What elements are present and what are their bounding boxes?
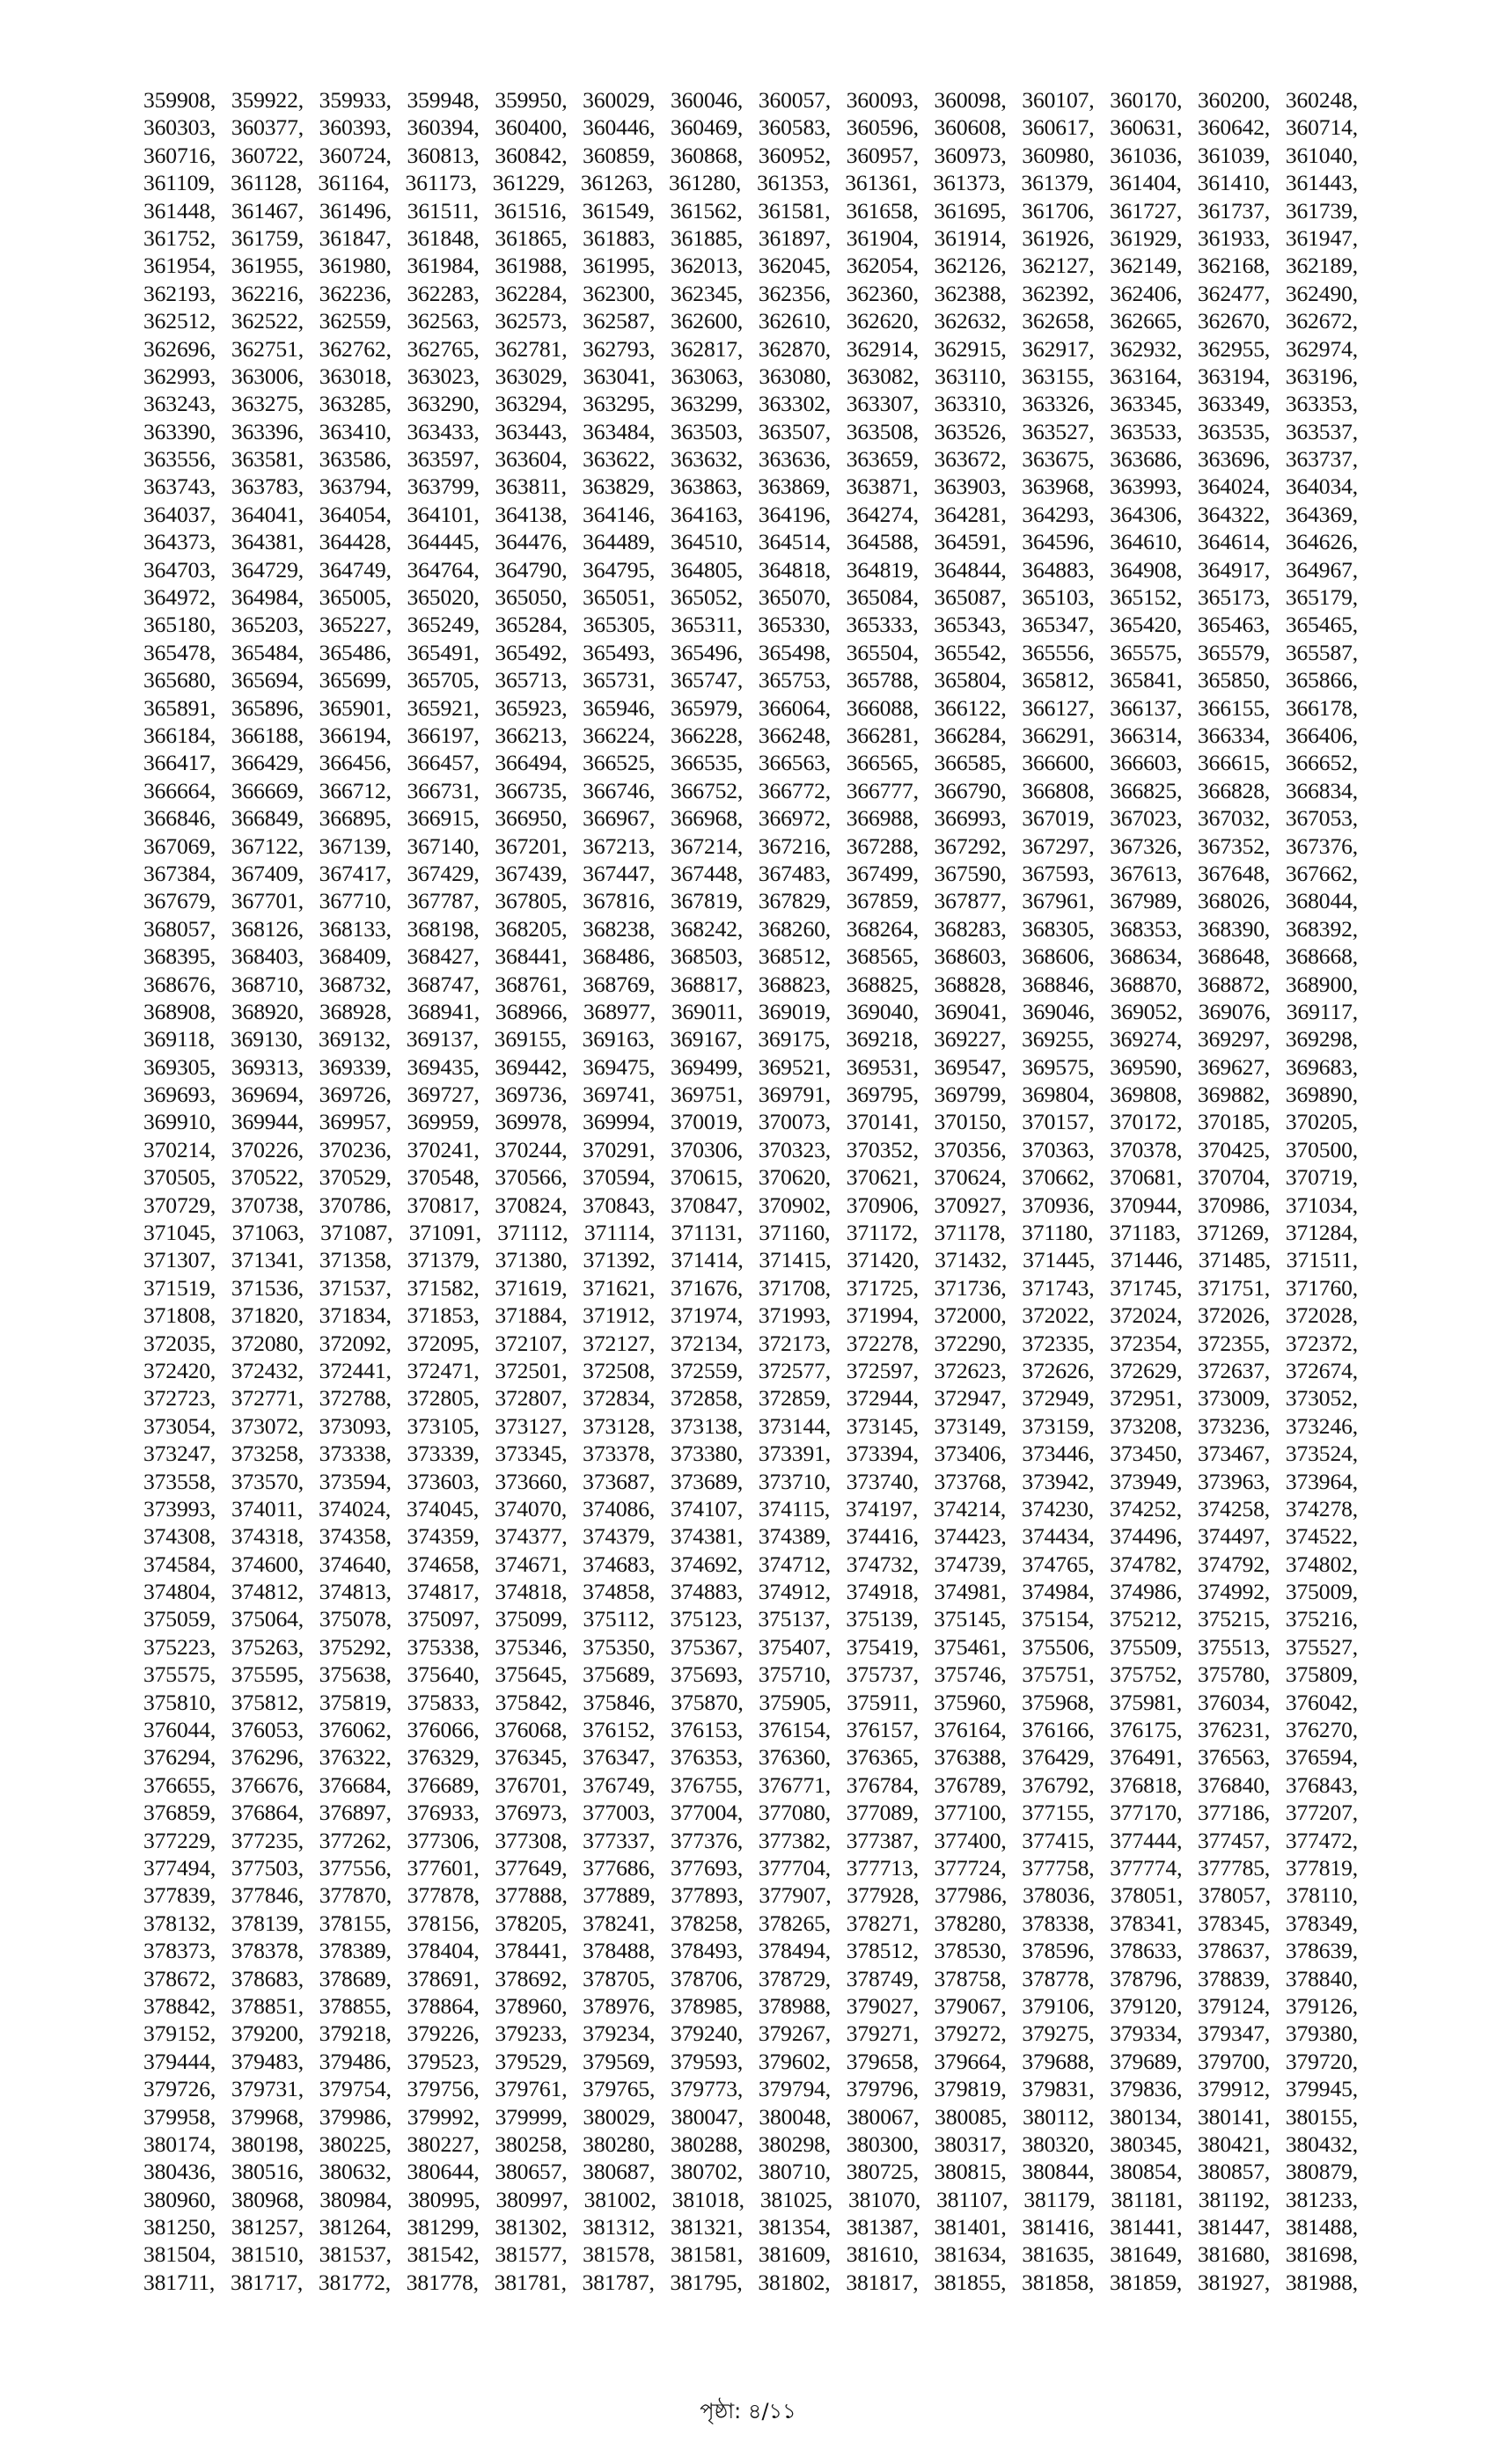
- number-line: 362193, 362216, 362236, 362283, 362284, 362300, 362345, 362356, 362360, 362388, 362392, 362406, 362477, 362490,: [143, 280, 1358, 306]
- number-line: 368057, 368126, 368133, 368198, 368205, 368238, 368242, 368260, 368264, 368283, 368305, 368353, 368390, 368392,: [143, 915, 1358, 942]
- number-line: 375059, 375064, 375078, 375097, 375099, 375112, 375123, 375137, 375139, 375145, 375154, 375212, 375215, 375216,: [143, 1606, 1358, 1632]
- number-line: 372723, 372771, 372788, 372805, 372807, 372834, 372858, 372859, 372944, 372947, 372949, 372951, 373009, 373052,: [143, 1385, 1358, 1412]
- number-line: 371519, 371536, 371537, 371582, 371619, 371621, 371676, 371708, 371725, 371736, 371743, 371745, 371751, 371760,: [143, 1274, 1358, 1301]
- number-line: 366417, 366429, 366456, 366457, 366494, 366525, 366535, 366563, 366565, 366585, 366600, 366603, 366615, 366652,: [143, 750, 1358, 776]
- number-line: 367069, 367122, 367139, 367140, 367201, 367213, 367214, 367216, 367288, 367292, 367297, 367326, 367352, 367376,: [143, 832, 1358, 859]
- number-line: 380174, 380198, 380225, 380227, 380258, 380280, 380288, 380298, 380300, 380317, 380320, 380345, 380421, 380432,: [143, 2130, 1358, 2157]
- number-line: 361954, 361955, 361980, 361984, 361988, 361995, 362013, 362045, 362054, 362126, 362127, 362149, 362168, 362189,: [143, 253, 1358, 279]
- number-line: 369910, 369944, 369957, 369959, 369978, 369994, 370019, 370073, 370141, 370150, 370157, 370172, 370185, 370205,: [143, 1109, 1358, 1135]
- number-line: 363390, 363396, 363410, 363433, 363443, 363484, 363503, 363507, 363508, 363526, 363527, 363533, 363535, 363537,: [143, 418, 1358, 444]
- number-line: 380436, 380516, 380632, 380644, 380657, 380687, 380702, 380710, 380725, 380815, 380844, 380854, 380857, 380879,: [143, 2159, 1358, 2185]
- number-line: 373558, 373570, 373594, 373603, 373660, 373687, 373689, 373710, 373740, 373768, 373942, 373949, 373963, 373964,: [143, 1468, 1358, 1494]
- number-line: 359908, 359922, 359933, 359948, 359950, 360029, 360046, 360057, 360093, 360098, 360107, 360170, 360200, 360248,: [143, 87, 1358, 113]
- number-line: 376294, 376296, 376322, 376329, 376345, 376347, 376353, 376360, 376365, 376388, 376429, 376491, 376563, 376594,: [143, 1744, 1358, 1771]
- number-line: 378132, 378139, 378155, 378156, 378205, 378241, 378258, 378265, 378271, 378280, 378338, 378341, 378345, 378349,: [143, 1910, 1358, 1936]
- number-line: 376655, 376676, 376684, 376689, 376701, 376749, 376755, 376771, 376784, 376789, 376792, 376818, 376840, 376843,: [143, 1771, 1358, 1798]
- number-line: 360303, 360377, 360393, 360394, 360400, 360446, 360469, 360583, 360596, 360608, 360617, 360631, 360642, 360714,: [143, 114, 1358, 141]
- number-line: 369693, 369694, 369726, 369727, 369736, 369741, 369751, 369791, 369795, 369799, 369804, 369808, 369882, 369890,: [143, 1082, 1358, 1108]
- number-line: 372420, 372432, 372441, 372471, 372501, 372508, 372559, 372577, 372597, 372623, 372626, 372629, 372637, 372674,: [143, 1357, 1358, 1383]
- number-line: 364972, 364984, 365005, 365020, 365050, 365051, 365052, 365070, 365084, 365087, 365103, 365152, 365173, 365179,: [143, 584, 1358, 611]
- number-line: 375575, 375595, 375638, 375640, 375645, 375689, 375693, 375710, 375737, 375746, 375751, 375752, 375780, 375809,: [143, 1661, 1358, 1688]
- number-line: 377494, 377503, 377556, 377601, 377649, 377686, 377693, 377704, 377713, 377724, 377758, 377774, 377785, 377819,: [143, 1855, 1358, 1881]
- number-line: 361752, 361759, 361847, 361848, 361865, 361883, 361885, 361897, 361904, 361914, 361926, 361929, 361933, 361947,: [143, 224, 1358, 251]
- number-line: 361448, 361467, 361496, 361511, 361516, 361549, 361562, 361581, 361658, 361695, 361706, 361727, 361737, 361739,: [143, 197, 1358, 224]
- number-line: 379152, 379200, 379218, 379226, 379233, 379234, 379240, 379267, 379271, 379272, 379275, 379334, 379347, 379380,: [143, 2020, 1358, 2047]
- roll-number-list: [143, 86, 1358, 2296]
- number-line: 366846, 366849, 366895, 366915, 366950, 366967, 366968, 366972, 366988, 366993, 367019, 367023, 367032, 367053,: [143, 805, 1358, 832]
- number-line: 367384, 367409, 367417, 367429, 367439, 367447, 367448, 367483, 367499, 367590, 367593, 367613, 367648, 367662,: [143, 860, 1358, 886]
- number-line: 365680, 365694, 365699, 365705, 365713, 365731, 365747, 365753, 365788, 365804, 365812, 365841, 365850, 365866,: [143, 667, 1358, 693]
- number-line: 374804, 374812, 374813, 374817, 374818, 374858, 374883, 374912, 374918, 374981, 374984, 374986, 374992, 375009,: [143, 1579, 1358, 1605]
- number-line: 370505, 370522, 370529, 370548, 370566, 370594, 370615, 370620, 370621, 370624, 370662, 370681, 370704, 370719,: [143, 1164, 1358, 1191]
- number-line: 365891, 365896, 365901, 365921, 365923, 365946, 365979, 366064, 366088, 366122, 366127, 366137, 366155, 366178,: [143, 694, 1358, 721]
- number-line: 373993, 374011, 374024, 374045, 374070, 374086, 374107, 374115, 374197, 374214, 374230, 374252, 374258, 374278,: [143, 1495, 1358, 1522]
- number-line: 381711, 381717, 381772, 381778, 381781, 381787, 381795, 381802, 381817, 381855, 381858, 381859, 381927, 381988,: [143, 2269, 1358, 2295]
- number-line: 374308, 374318, 374358, 374359, 374377, 374379, 374381, 374389, 374416, 374423, 374434, 374496, 374497, 374522,: [143, 1523, 1358, 1550]
- number-line: 368676, 368710, 368732, 368747, 368761, 368769, 368817, 368823, 368825, 368828, 368846, 368870, 368872, 368900,: [143, 971, 1358, 997]
- number-line: 368395, 368403, 368409, 368427, 368441, 368486, 368503, 368512, 368565, 368603, 368606, 368634, 368648, 368668,: [143, 943, 1358, 970]
- number-line: 375810, 375812, 375819, 375833, 375842, 375846, 375870, 375905, 375911, 375960, 375968, 375981, 376034, 376042,: [143, 1689, 1358, 1715]
- number-line: 379726, 379731, 379754, 379756, 379761, 379765, 379773, 379794, 379796, 379819, 379831, 379836, 379912, 379945,: [143, 2076, 1358, 2102]
- number-line: 370214, 370226, 370236, 370241, 370244, 370291, 370306, 370323, 370352, 370356, 370363, 370378, 370425, 370500,: [143, 1136, 1358, 1162]
- number-line: 378373, 378378, 378389, 378404, 378441, 378488, 378493, 378494, 378512, 378530, 378596, 378633, 378637, 378639,: [143, 1938, 1358, 1964]
- number-line: 373247, 373258, 373338, 373339, 373345, 373378, 373380, 373391, 373394, 373406, 373446, 373450, 373467, 373524,: [143, 1441, 1358, 1467]
- number-line: 368908, 368920, 368928, 368941, 368966, 368977, 369011, 369019, 369040, 369041, 369046, 369052, 369076, 369117,: [143, 998, 1358, 1024]
- number-line: 379958, 379968, 379986, 379992, 379999, 380029, 380047, 380048, 380067, 380085, 380112, 380134, 380141, 380155,: [143, 2103, 1358, 2130]
- number-line: 373054, 373072, 373093, 373105, 373127, 373128, 373138, 373144, 373145, 373149, 373159, 373208, 373236, 373246,: [143, 1412, 1358, 1439]
- number-line: 366664, 366669, 366712, 366731, 366735, 366746, 366752, 366772, 366777, 366790, 366808, 366825, 366828, 366834,: [143, 777, 1358, 803]
- number-line: 371808, 371820, 371834, 371853, 371884, 371912, 371974, 371993, 371994, 372000, 372022, 372024, 372026, 372028,: [143, 1302, 1358, 1329]
- page-number: পৃষ্ঠা: ৪/১১: [700, 2399, 796, 2424]
- number-line: 371307, 371341, 371358, 371379, 371380, 371392, 371414, 371415, 371420, 371432, 371445, 371446, 371485, 371511,: [143, 1247, 1358, 1273]
- number-line: 362512, 362522, 362559, 362563, 362573, 362587, 362600, 362610, 362620, 362632, 362658, 362665, 362670, 362672,: [143, 308, 1358, 334]
- number-line: 376044, 376053, 376062, 376066, 376068, 376152, 376153, 376154, 376157, 376164, 376166, 376175, 376231, 376270,: [143, 1717, 1358, 1743]
- number-line: 377229, 377235, 377262, 377306, 377308, 377337, 377376, 377382, 377387, 377400, 377415, 377444, 377457, 377472,: [143, 1827, 1358, 1853]
- number-line: 381504, 381510, 381537, 381542, 381577, 381578, 381581, 381609, 381610, 381634, 381635, 381649, 381680, 381698,: [143, 2241, 1358, 2268]
- number-line: 361109, 361128, 361164, 361173, 361229, 361263, 361280, 361353, 361361, 361373, 361379, 361404, 361410, 361443,: [143, 170, 1358, 196]
- number-line: 364037, 364041, 364054, 364101, 364138, 364146, 364163, 364196, 364274, 364281, 364293, 364306, 364322, 364369,: [143, 501, 1358, 527]
- number-line: 375223, 375263, 375292, 375338, 375346, 375350, 375367, 375407, 375419, 375461, 375506, 375509, 375513, 375527,: [143, 1633, 1358, 1660]
- number-line: 379444, 379483, 379486, 379523, 379529, 379569, 379593, 379602, 379658, 379664, 379688, 379689, 379700, 379720,: [143, 2048, 1358, 2074]
- number-line: 378672, 378683, 378689, 378691, 378692, 378705, 378706, 378729, 378749, 378758, 378778, 378796, 378839, 378840,: [143, 1965, 1358, 1991]
- number-line: 376859, 376864, 376897, 376933, 376973, 377003, 377004, 377080, 377089, 377100, 377155, 377170, 377186, 377207,: [143, 1800, 1358, 1826]
- number-line: 363743, 363783, 363794, 363799, 363811, 363829, 363863, 363869, 363871, 363903, 363968, 363993, 364024, 364034,: [143, 473, 1358, 500]
- number-line: 366184, 366188, 366194, 366197, 366213, 366224, 366228, 366248, 366281, 366284, 366291, 366314, 366334, 366406,: [143, 722, 1358, 748]
- number-line: 365180, 365203, 365227, 365249, 365284, 365305, 365311, 365330, 365333, 365343, 365347, 365420, 365463, 365465,: [143, 612, 1358, 638]
- number-line: 364373, 364381, 364428, 364445, 364476, 364489, 364510, 364514, 364588, 364591, 364596, 364610, 364614, 364626,: [143, 529, 1358, 555]
- number-line: 364703, 364729, 364749, 364764, 364790, 364795, 364805, 364818, 364819, 364844, 364883, 364908, 364917, 364967,: [143, 556, 1358, 583]
- number-line: 381250, 381257, 381264, 381299, 381302, 381312, 381321, 381354, 381387, 381401, 381416, 381441, 381447, 381488,: [143, 2214, 1358, 2240]
- number-line: 363556, 363581, 363586, 363597, 363604, 363622, 363632, 363636, 363659, 363672, 363675, 363686, 363696, 363737,: [143, 446, 1358, 473]
- number-line: 378842, 378851, 378855, 378864, 378960, 378976, 378985, 378988, 379027, 379067, 379106, 379120, 379124, 379126,: [143, 1992, 1358, 2019]
- number-line: 367679, 367701, 367710, 367787, 367805, 367816, 367819, 367829, 367859, 367877, 367961, 367989, 368026, 368044,: [143, 888, 1358, 914]
- number-line: 363243, 363275, 363285, 363290, 363294, 363295, 363299, 363302, 363307, 363310, 363326, 363345, 363349, 363353,: [143, 391, 1358, 417]
- number-line: 370729, 370738, 370786, 370817, 370824, 370843, 370847, 370902, 370906, 370927, 370936, 370944, 370986, 371034,: [143, 1192, 1358, 1218]
- number-line: 369118, 369130, 369132, 369137, 369155, 369163, 369167, 369175, 369218, 369227, 369255, 369274, 369297, 369298,: [143, 1026, 1358, 1052]
- number-line: 369305, 369313, 369339, 369435, 369442, 369475, 369499, 369521, 369531, 369547, 369575, 369590, 369627, 369683,: [143, 1053, 1358, 1080]
- number-line: 365478, 365484, 365486, 365491, 365492, 365493, 365496, 365498, 365504, 365542, 365556, 365575, 365579, 365587,: [143, 639, 1358, 665]
- number-line: 362696, 362751, 362762, 362765, 362781, 362793, 362817, 362870, 362914, 362915, 362917, 362932, 362955, 362974,: [143, 335, 1358, 362]
- number-line: 380960, 380968, 380984, 380995, 380997, 381002, 381018, 381025, 381070, 381107, 381179, 381181, 381192, 381233,: [143, 2186, 1358, 2212]
- number-line: 377839, 377846, 377870, 377878, 377888, 377889, 377893, 377907, 377928, 377986, 378036, 378051, 378057, 378110,: [143, 1882, 1358, 1909]
- number-line: 371045, 371063, 371087, 371091, 371112, 371114, 371131, 371160, 371172, 371178, 371180, 371183, 371269, 371284,: [143, 1220, 1358, 1246]
- number-line: 362993, 363006, 363018, 363023, 363029, 363041, 363063, 363080, 363082, 363110, 363155, 363164, 363194, 363196,: [143, 363, 1358, 389]
- number-line: 360716, 360722, 360724, 360813, 360842, 360859, 360868, 360952, 360957, 360973, 360980, 361036, 361039, 361040,: [143, 142, 1358, 168]
- number-line: 372035, 372080, 372092, 372095, 372107, 372127, 372134, 372173, 372278, 372290, 372335, 372354, 372355, 372372,: [143, 1330, 1358, 1356]
- number-line: 374584, 374600, 374640, 374658, 374671, 374683, 374692, 374712, 374732, 374739, 374765, 374782, 374792, 374802,: [143, 1551, 1358, 1577]
